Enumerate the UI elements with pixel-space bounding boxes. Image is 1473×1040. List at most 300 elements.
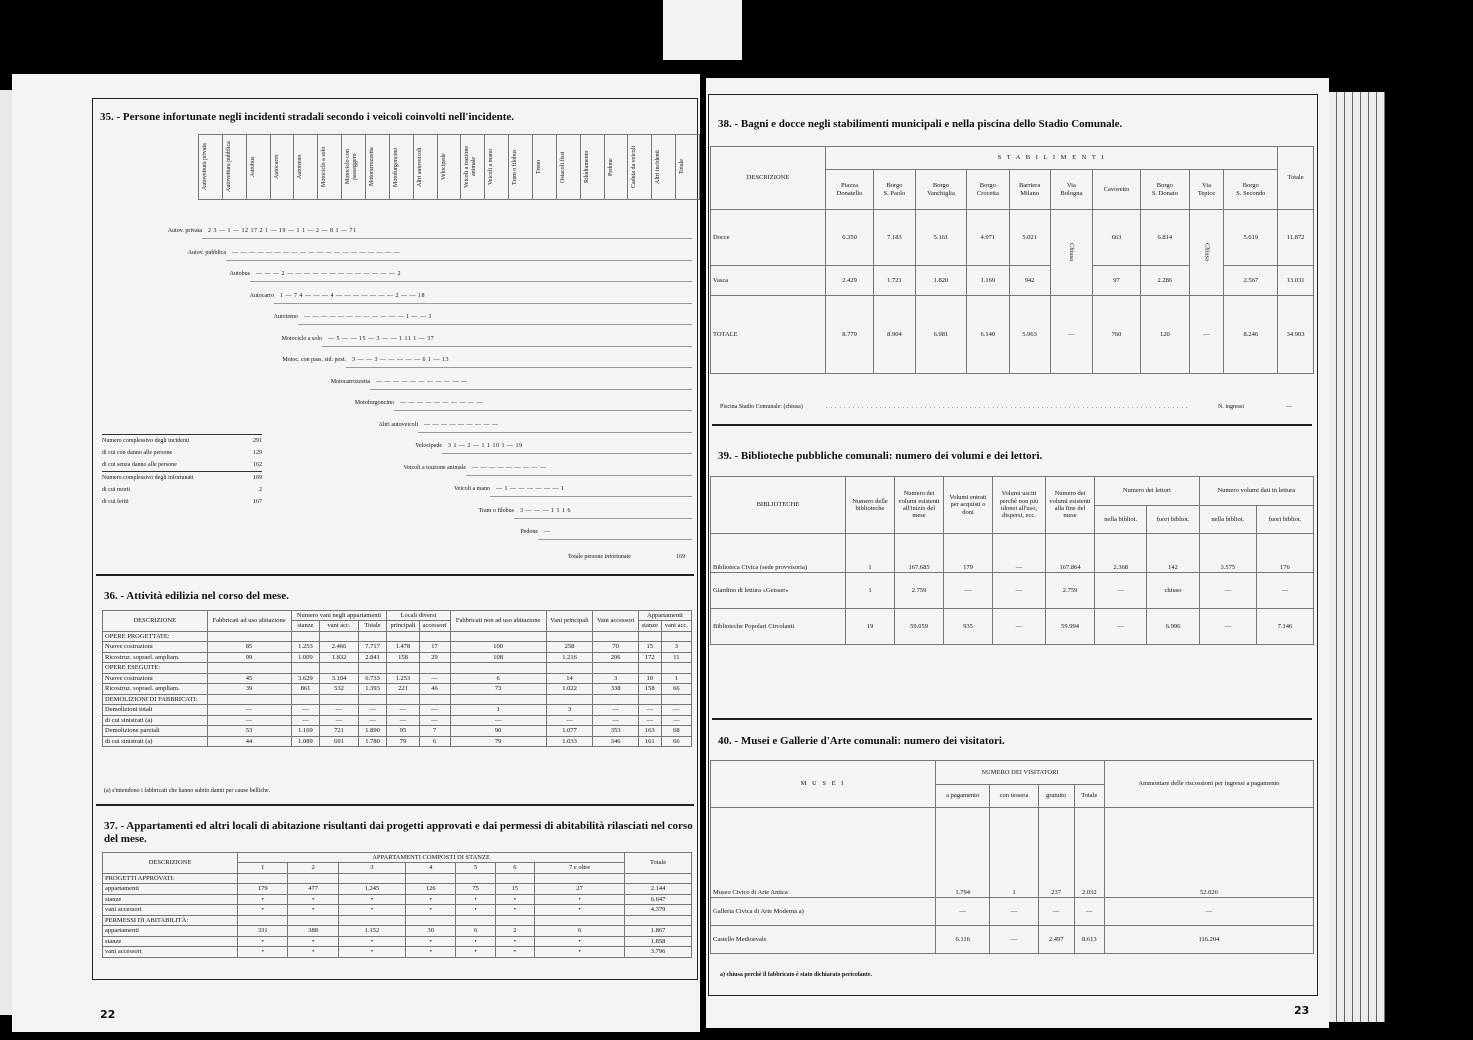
t39-col-esist: Numero dei volumi esistenti all'inizio del mese [895, 477, 944, 534]
t36-row [103, 684, 692, 694]
t37-cell: • [535, 936, 625, 946]
t36-cell [593, 663, 639, 673]
t36-cell [593, 631, 639, 641]
t39-col-fine: Numero dei volumi esistenti alla fine del mese [1046, 477, 1095, 534]
t35-summary-row [102, 484, 262, 496]
t36-cell [387, 631, 419, 641]
t36-cell: 39 [207, 684, 291, 694]
t35-col-label: Autovettura privata [202, 143, 208, 191]
t37-row-label: vani accessori [103, 905, 238, 915]
t38-cell: 942 [1009, 266, 1050, 296]
t40-col-group: NUMERO DEI VISITATORI [936, 761, 1105, 785]
t38-cell: 663 [1093, 210, 1141, 266]
t40-note: a) chiusa perchè il fabbricato è stato dichiarato pericolante. [720, 972, 873, 978]
t38-col-name-a: Via [1202, 182, 1211, 190]
t37-cell: 1.858 [625, 936, 692, 946]
separator [96, 804, 694, 806]
t35-row-cells: 2 3 — 1 — 12 17 2 1 — 19 — 1 1 — 2 — 8 1 — 71 [208, 228, 357, 234]
t36-cell: 85 [207, 642, 291, 652]
t36-cell: 1.216 [546, 652, 593, 662]
t36-cell: 1.253 [387, 673, 419, 683]
t35-row-label: Autov. privata [167, 228, 202, 234]
t38-cell: 97 [1093, 266, 1141, 296]
t39-cell: 2.368 [1095, 534, 1147, 573]
t36-row-label: Ricostruz. soprael. ampliam. [103, 684, 208, 694]
t35-col-label: Veicoli a trazione animale [464, 146, 478, 188]
t37-cell [495, 873, 534, 883]
t40-title: 40. - Musei e Gallerie d'Arte comunali: numero dei visitatori. [718, 735, 1005, 747]
t36-cell: — [419, 705, 450, 715]
t37-cell: • [495, 905, 534, 915]
t35-summary-value: 169 [253, 475, 262, 481]
separator [712, 424, 1312, 426]
t36-col-principali: principali [387, 621, 419, 631]
t36-cell [291, 663, 320, 673]
t37-row [103, 905, 692, 915]
t37-cell: • [238, 894, 288, 904]
t35-col-header [580, 135, 604, 200]
t37-cell: • [495, 894, 534, 904]
t35-col-label: Treno [536, 159, 542, 175]
t37-cell: • [405, 905, 455, 915]
t36-col-locali: Locali diversi [387, 611, 450, 621]
t37-cell: 331 [238, 926, 288, 936]
t36-row-label: di cui sinistrati (a) [103, 715, 208, 725]
t37-body [103, 873, 692, 957]
t35-summary-value: 291 [253, 438, 262, 444]
t40-row-label: Museo Civico di Arte Antica [711, 808, 936, 898]
t36-cell [387, 663, 419, 673]
t36-col-totale: Totale [358, 621, 387, 631]
t37-cell: • [288, 905, 338, 915]
t39-cell: — [1199, 609, 1256, 645]
t38-cell: 5.963 [1009, 296, 1050, 374]
t36-cell: — [593, 715, 639, 725]
t35-col-label: Veicoli a mano [488, 149, 495, 185]
t36-cell: 353 [593, 726, 639, 736]
t36-col-descr: DESCRIZIONE [103, 611, 208, 632]
t39-cell: 19 [846, 609, 895, 645]
t36-cell: 1.832 [320, 652, 358, 662]
t35-row-cells: 3 — — — 1 1 1 6 [520, 507, 571, 514]
t39-title: 39. - Biblioteche pubbliche comunali: numero dei volumi e dei lettori. [718, 450, 1043, 462]
t36-cell [358, 694, 387, 704]
t39-cell: 7.146 [1256, 609, 1313, 645]
t36-cell: — [546, 715, 593, 725]
t40-cell: — [1038, 898, 1074, 926]
t38-col-stabilimento [1189, 170, 1224, 210]
t40-cell: 1 [990, 808, 1038, 898]
t38-col-name-b: Crocetta [976, 189, 999, 197]
t38-col-name-a: Via [1066, 182, 1076, 190]
t36-cell: — [207, 715, 291, 725]
t35-summary [102, 434, 262, 508]
t37-col-1: 1 [238, 863, 288, 873]
t38-row [711, 266, 1314, 296]
t36-cell: 15 [638, 642, 661, 652]
t35-row-cells: 3 — — 3 — — — — — 6 1 — 13 [352, 357, 449, 363]
t35-col-label: Autotreno [297, 154, 304, 180]
t38-piscina-value: — [1286, 404, 1292, 410]
t36-cell [387, 694, 419, 704]
t37-col-6: 6 [495, 863, 534, 873]
t36-cell [320, 694, 358, 704]
t38-cell: 13.031 [1278, 266, 1314, 296]
t35-row-label: Veicoli a mano [454, 486, 490, 492]
t35-row-cells: — [544, 529, 551, 535]
t37-cell: 27 [535, 884, 625, 894]
t38-col-descr: DESCRIZIONE [711, 147, 826, 210]
t37-cell: 3.796 [625, 947, 692, 957]
paper-slip [663, 0, 742, 60]
t40-cell: — [1104, 898, 1313, 926]
t35-summary-label: Numero complessivo degli incidenti [102, 438, 190, 444]
t36-cell: — [387, 715, 419, 725]
t37-cell: 6.647 [625, 894, 692, 904]
t36-cell: — [661, 705, 691, 715]
t37-cell: 30 [405, 926, 455, 936]
t35-title: 35. - Persone infortunate negli incidenti stradali secondo i veicoli coinvolti nell'incidente. [100, 111, 515, 123]
t35-row-rule [226, 260, 692, 261]
t37-cell [238, 915, 288, 925]
t37-cell: 6 [456, 926, 495, 936]
t35-col-header [222, 135, 246, 200]
t40-cell: — [936, 898, 990, 926]
t39-col-fuori-b: fuori bibliot. [1256, 505, 1313, 534]
t40-cell: 6.116 [936, 926, 990, 954]
t36-cell: 1.478 [387, 642, 419, 652]
t35-row-rule [538, 539, 692, 540]
t39-cell: 935 [944, 609, 993, 645]
t38-cell: 6.981 [915, 296, 966, 374]
t40-table [710, 760, 1314, 954]
t37-cell [405, 915, 455, 925]
t35-row-rule [274, 303, 692, 304]
t38-body [711, 210, 1314, 374]
t38-cell: 1.169 [967, 266, 1009, 296]
t38-cell: 760 [1093, 296, 1141, 374]
t39-cell: — [1256, 573, 1313, 609]
t38-col-stabilimento [1009, 170, 1050, 210]
t35-row-label: Autotreno [273, 314, 298, 320]
t39-cell: — [944, 573, 993, 609]
t37-cell: • [288, 894, 338, 904]
t36-col-accessori: accessori [419, 621, 450, 631]
t37-col-5: 5 [456, 863, 495, 873]
t36-col-vani-app: Numero vani negli appartamenti [291, 611, 387, 621]
t35-col-header [485, 135, 509, 200]
t37-cell: • [535, 894, 625, 904]
t36-cell [546, 631, 593, 641]
t35-row-rule [298, 324, 692, 325]
t37-cell [338, 873, 405, 883]
t38-dots: ................................................................................. [826, 404, 1191, 410]
t36-cell: 161 [638, 736, 661, 746]
t36-row-label: Ricostruz. soprael. ampliam. [103, 652, 208, 662]
t39-cell: 6.996 [1147, 609, 1199, 645]
t39-cell: 59.059 [895, 609, 944, 645]
t40-col-1: con tessera [990, 784, 1038, 808]
t36-row [103, 705, 692, 715]
t40-cell: — [990, 926, 1038, 954]
t37-cell: • [338, 905, 405, 915]
t38-cell: 8.904 [874, 296, 916, 374]
t38-cell: 1.820 [915, 266, 966, 296]
t35-row-cells: — 5 — — 15 — 3 — — 1 11 1 — 37 [328, 335, 435, 342]
t39-row-label: Biblioteche Popolari Circolanti [711, 609, 846, 645]
t36-cell: — [320, 715, 358, 725]
t36-cell: 6 [450, 673, 546, 683]
t36-cell: 1.089 [291, 736, 320, 746]
t36-cell: 172 [638, 652, 661, 662]
page-number-left: 22 [100, 1008, 116, 1021]
t36-cell [207, 663, 291, 673]
t35-col-label: Velocipede [440, 153, 447, 181]
t37-cell: • [288, 936, 338, 946]
t38-col-name-b: Vanchiglia [927, 189, 955, 197]
t36-cell: 1.009 [291, 652, 320, 662]
t38-col-name-a: Cavoretto [1103, 185, 1130, 193]
t37-cell: • [495, 936, 534, 946]
t37-cell: 4.379 [625, 905, 692, 915]
t36-col-fabbr-non: Fabbricati non ad uso abitazione [450, 611, 546, 632]
t40-cell: 52.026 [1104, 808, 1313, 898]
t39-cell: 167.685 [895, 534, 944, 573]
t35-col-header [652, 135, 676, 200]
t37-cell: 1.867 [625, 926, 692, 936]
t35-row-label: Pedone [520, 529, 538, 535]
t35-row-rule [394, 410, 692, 411]
t37-cell: • [405, 947, 455, 957]
t36-cell: 1 [450, 705, 546, 715]
t35-row-cells: — — — — — — — — — [472, 464, 547, 471]
t36-row [103, 663, 692, 673]
t36-cell: 6 [419, 736, 450, 746]
t36-cell: 100 [450, 642, 546, 652]
t36-cell: — [419, 715, 450, 725]
t35-summary-label: di cui morti [102, 487, 130, 493]
t36-cell: 721 [320, 726, 358, 736]
t36-body [103, 631, 692, 746]
t40-cell: 1.794 [936, 808, 990, 898]
t38-cell: Chiusa [1050, 210, 1092, 296]
t36-cell: 1.077 [546, 726, 593, 736]
t36-row-label: Demolizioni totali [103, 705, 208, 715]
t37-cell: • [495, 947, 534, 957]
t36-cell: — [661, 715, 691, 725]
t37-cell [535, 915, 625, 925]
t36-row-label: OPERE PROGETTATE: [103, 631, 208, 641]
t35-col-label: Motociclo con passeggero [345, 149, 358, 185]
t37-cell: • [338, 947, 405, 957]
t36-row-label: OPERE ESEGUITE: [103, 663, 208, 673]
t36-cell [207, 694, 291, 704]
t38-col-name-b: Tepice [1197, 189, 1216, 197]
t36-cell [419, 631, 450, 641]
t36-cell: 346 [593, 736, 639, 746]
t35-row-label: Autocarro [249, 292, 274, 299]
t36-cell: 46 [419, 684, 450, 694]
t36-cell: 338 [593, 684, 639, 694]
t36-cell: — [320, 705, 358, 715]
t36-cell: 1.393 [358, 684, 387, 694]
t38-col-name-b: Donatello [836, 189, 863, 197]
t36-cell: — [450, 715, 546, 725]
t35-col-header [556, 135, 580, 200]
t35-col-label: Motociclo a solo [321, 146, 328, 188]
t39-col-usciti: Volumi usciti perchè non più idonei all'uso, dispersi, ecc. [993, 477, 1046, 534]
t35-col-header [389, 135, 413, 200]
t39-cell: — [1095, 609, 1147, 645]
t40-row [711, 926, 1314, 954]
t36-cell: 68 [661, 726, 691, 736]
t35-row-cells: — — — — — — — — — — — — 1 — — 1 [304, 314, 432, 320]
separator [96, 574, 694, 576]
t36-cell: 221 [387, 684, 419, 694]
t37-cell: 477 [288, 884, 338, 894]
t35-row-label: Tram o filobus [478, 507, 514, 514]
t38-col-name-b: S. Donato [1151, 189, 1178, 197]
t39-row-label: Biblioteca Civica (sede provvisoria) [711, 534, 846, 573]
t35-row-cells: 1 — 7 4 — — — 4 — — — — — — — 2 — — 18 [280, 292, 425, 299]
t36-col-appart: Appartamenti [638, 611, 691, 621]
t37-cell: • [338, 894, 405, 904]
t36-cell: 14 [546, 673, 593, 683]
t36-cell [450, 631, 546, 641]
t39-col-nella-b: nella bibliot. [1199, 505, 1256, 534]
t40-col-amm: Ammontare delle riscossioni per ingressi a pagamento [1104, 761, 1313, 808]
t36-cell: 2.841 [358, 652, 387, 662]
t35-row-rule [490, 496, 692, 497]
t35-summary-value: 162 [253, 462, 262, 468]
t35-row-cells: — — — 2 — — — — — — — — — — — — — 2 [256, 271, 401, 277]
t38-cell: 34.903 [1278, 296, 1314, 374]
t35-summary-value: 129 [253, 450, 262, 456]
t36-row [103, 715, 692, 725]
t38-cell: 2.429 [826, 266, 874, 296]
t37-row [103, 926, 692, 936]
t37-cell [625, 915, 692, 925]
t37-row [103, 947, 692, 957]
t36-cell: 95 [387, 726, 419, 736]
t35-row-label: Motoc. con pass. sid. post. [282, 357, 346, 363]
t37-cell: 6 [535, 926, 625, 936]
t40-row [711, 898, 1314, 926]
t35-row-label: Motofurgoncino [354, 400, 394, 406]
t38-col-stabilimento [1050, 170, 1092, 210]
t37-table [102, 852, 692, 958]
t37-row-label: PROGETTI APPROVATI: [103, 873, 238, 883]
t38-col-name-a: Borgo [886, 182, 903, 190]
t36-cell: 1.022 [546, 684, 593, 694]
t37-cell: • [456, 905, 495, 915]
t38-col-name-a: Borgo [979, 182, 996, 190]
t40-cell: 8.613 [1074, 926, 1104, 954]
t38-col-name-b: S. Paolo [883, 189, 906, 197]
t38-col-stabilimento [1224, 170, 1278, 210]
t36-cell: 70 [593, 642, 639, 652]
t36-cell: 73 [450, 684, 546, 694]
t35-row-cells: — — — — — — — — — — [400, 400, 483, 406]
t36-cell: — [387, 705, 419, 715]
t36-cell: 17 [419, 642, 450, 652]
t36-cell: — [419, 673, 450, 683]
t36-cell: 79 [387, 736, 419, 746]
t36-col-stanze: stanze [291, 621, 320, 631]
t35-col-header [437, 135, 461, 200]
t38-cell: 8.246 [1224, 296, 1278, 374]
t38-cell: 1.721 [874, 266, 916, 296]
t37-cell: • [405, 894, 455, 904]
t36-cell: 44 [207, 736, 291, 746]
t35-summary-value: 2 [259, 487, 262, 493]
t37-cell: • [535, 947, 625, 957]
t38-col-stabilimento [915, 170, 966, 210]
t35-summary-value: 167 [253, 499, 262, 505]
t36-cell [291, 631, 320, 641]
t38-cell: 5.619 [1224, 210, 1278, 266]
right-page-edges [1329, 92, 1385, 1022]
t38-cell: 4.971 [967, 210, 1009, 266]
t38-col-name-b: Milano [1020, 189, 1039, 197]
t35-col-label: Ribàltamento [583, 150, 590, 184]
t37-cell [495, 915, 534, 925]
t39-cell: 176 [1256, 534, 1313, 573]
t39-cell: 1 [846, 534, 895, 573]
t39-col-entrati: Volumi entrati per acquisti o doni [944, 477, 993, 534]
t36-cell [320, 631, 358, 641]
t35-col-header [318, 135, 342, 200]
t36-cell [661, 631, 691, 641]
t38-col-stabilimento [1093, 170, 1141, 210]
t39-cell: — [1199, 573, 1256, 609]
t38-cell: — [1050, 296, 1092, 374]
t36-table [102, 610, 692, 747]
t37-row [103, 873, 692, 883]
t37-cell: • [456, 947, 495, 957]
t37-cell: 2 [495, 926, 534, 936]
t38-col-name-a: Piazza [841, 182, 858, 190]
t40-cell: 237 [1038, 808, 1074, 898]
t37-cell [535, 873, 625, 883]
t38-title: 38. - Bagni e docce negli stabilimenti municipali e nella piscina dello Stadio Comunale. [718, 118, 1123, 130]
t40-cell: 116.204 [1104, 926, 1313, 954]
t36-cell: 2.466 [320, 642, 358, 652]
t37-cell: 126 [405, 884, 455, 894]
t39-cell: — [993, 573, 1046, 609]
t39-cell: chiuso [1147, 573, 1199, 609]
t38-row [711, 296, 1314, 374]
t36-cell: 11 [661, 652, 691, 662]
t36-cell: 532 [320, 684, 358, 694]
t37-row [103, 936, 692, 946]
t38-table [710, 146, 1314, 374]
t38-piscina-right: N. ingressi [1218, 404, 1244, 410]
t38-cell: Chiusa [1189, 210, 1224, 296]
t37-row-label: stanze [103, 936, 238, 946]
t35-col-label: Caduta da veicoli [631, 146, 638, 188]
t35-col-label: Motofurgoncino [392, 147, 399, 187]
t35-col-label: Autocarro [273, 154, 280, 180]
t36-cell [593, 694, 639, 704]
t38-col-stabilimento [826, 170, 874, 210]
t37-cell: 1.245 [338, 884, 405, 894]
t36-cell: 99 [207, 652, 291, 662]
t40-cell: — [1074, 898, 1104, 926]
t37-cell: • [238, 905, 288, 915]
t35-col-label: Pedone [607, 158, 614, 176]
t37-title: 37. - Appartamenti ed altri locali di abitazione risultanti dai progetti approvati e dai permessi di abitabilità rilasciati nel corso del mese. [104, 820, 693, 845]
